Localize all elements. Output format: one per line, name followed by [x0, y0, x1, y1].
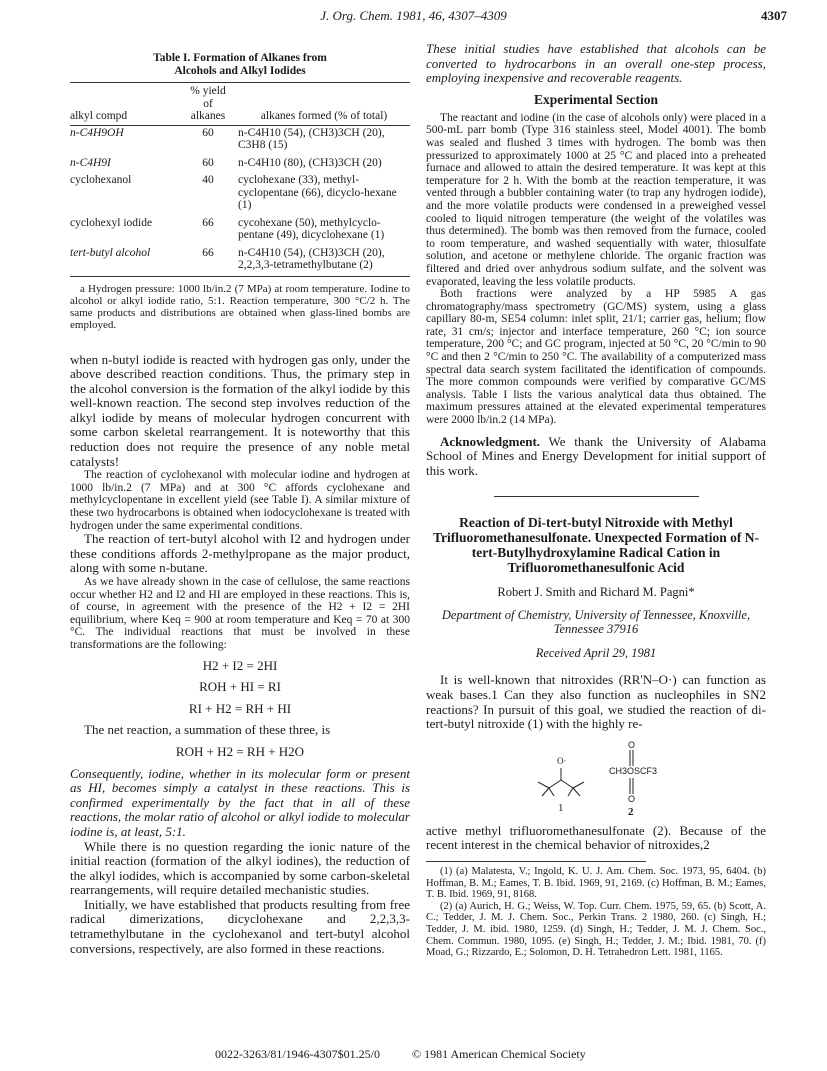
paragraph: The reaction of cyclohexanol with molecular iodine and hydrogen at 1000 lb/in.2 (7 MPa) and at 300 °C affords cyclohexane and methylcyclopentane in excellent yield (see Table I). A similar mixture of these two hydrocarbons is obtained when iodocyclohexane is treated with hydrogen under the same experimental conditions. [70, 469, 410, 532]
paragraph: As we have already shown in the case of cellulose, the same reactions occur whether H2 and I2 and HI are employed in these reactions. This is, of course, in agreement with the presence of the H2 + I2 = 2HI equilibrium, where Keq = 900 at room temperature and Keq = 70 at 300 °C. The individual reactions that must be involved in these transformations are the following: [70, 576, 410, 651]
col-header-yield: % yield of alkanes [190, 85, 226, 122]
chemical-structures [426, 738, 766, 818]
paragraph: Consequently, iodine, whether in its molecular form or present as HI, becomes simply a catalyst in these reactions. This is confirmed experimentally by the fact that in all of these reactions, the molar ratio of alcohol or alkyl iodide to molecular iodine is, at least, 5:1. [70, 765, 410, 839]
equation: ROH + HI = RI [199, 679, 281, 695]
divider [494, 496, 699, 497]
affiliation: Department of Chemistry, University of Tennessee, Knoxville, Tennessee 37916 [441, 608, 751, 637]
paragraph: It is well-known that nitroxides (RR'N–O·) can function as weak bases.1 Can they also function as nucleophiles in SN2 reactions? In pursuit of this goal, we studied the reaction of di-tert-butyl nitroxide (1) with the highly re- [426, 672, 766, 732]
running-header [0, 8, 827, 26]
alkanes-table [70, 82, 410, 277]
equation: RI + H2 = RH + HI [188, 700, 292, 716]
issn-code: 0022-3263/81/1946-4307$01.25/0 [215, 1047, 380, 1061]
article-title: Reaction of Di-tert-butyl Nitroxide with Methyl Trifluoromethanesulfonate. Unexpected Formation of N-tert-Butylhydroxylamine Radical Cation in Trifluoromethanesulfonic Acid [432, 515, 760, 576]
paragraph: The reaction of tert-butyl alcohol with I2 and hydrogen under these conditions affords 2-methylpropane as the major product, along with some n-butane. [70, 531, 410, 576]
table-header [70, 83, 410, 126]
equation: H2 + I2 = 2HI [202, 657, 278, 673]
paragraph: The net reaction, a summation of these three, is [84, 722, 331, 738]
paragraph: Initially, we have established that products resulting from free radical dimerizations, dicyclohexane and 2,2,3,3-tetramethylbutane in the cyclohexanol and tert-butyl alcohol conversions, respectively, are also formed in these reactions. [70, 896, 410, 956]
received-date: Received April 29, 1981 [535, 646, 657, 661]
svg-text:O·: O· [557, 755, 567, 766]
section-heading: Experimental Section [533, 91, 659, 107]
table-footnote: a Hydrogen pressure: 1000 lb/in.2 (7 MPa) at room temperature. Iodine to alcohol or alkyl iodide ratio, 5:1. Reaction temperature, 300 °C/2 h. The same products and distributions are obtained when glass-lined bombs are employed. [70, 282, 410, 331]
structure-2-oxygen-top: O [628, 739, 636, 750]
structure-1-label: 1 [558, 801, 564, 814]
table-row: cyclohexyl iodide 66 cycohexane (50), methylcyclo-pentane (49), dicyclohexane (1) [70, 216, 385, 241]
structure-1-drawing [426, 738, 766, 818]
reference: (1) (a) Malatesta, V.; Ingold, K. U. J. Am. Chem. Soc. 1973, 95, 6404. (b) Hoffman, B. M.; Eames, T. B. Ibid. 1969, 91, 2169. (c) Hoffman, B. M.; Eames, T. B. Ibid. 1969, 91, 8168. [426, 865, 766, 901]
paragraph: Both fractions were analyzed by a HP 5985 A gas chromatography/mass spectrometry (GC/MS) system, using a glass capillary 80-m, SE54 column: inlet split, 21/1; carrier gas, helium; flow rate, 31 cm/s; injector and interface temperature, 260 °C; ion source temperature, 200 °C; and GC program, injected at 50 °C, 20 °C/min to 90 °C and then 2 °C/min to 250 °C. The availability of a computerized mass spectral data search system facilitated the identification of compounds. The more common compounds were verified by comparative GC/MS analysis. Table I lists the various analytical data thus obtained. The maximum pressures attained at the elevated experimental temperatures were 2000 lb/in.2 (14 MPa). [426, 288, 766, 427]
references [426, 866, 766, 959]
left-column [70, 42, 410, 956]
conclusion-paragraph: These initial studies have established that alcohols can be converted to hydrocarbons in an overall one-step process, employing inexpensive and recoverable reagents. [426, 41, 766, 86]
table-row: n-C4H9I 60 n-C4H10 (80), (CH3)3CH (20) [70, 156, 382, 169]
table-row: tert-butyl alcohol 66 n-C4H10 (54), (CH3)3CH (20), 2,2,3,3-tetramethylbutane (2) [70, 246, 385, 271]
structure-2-oxygen-bottom: O [628, 793, 636, 804]
paragraph: when n-butyl iodide is reacted with hydrogen gas only, under the above described reaction conditions. Thus, the primary step in the alcohol conversion is the formation of the alkyl iodide by this well-known reaction. The second step involves reduction of the alkyl iodide by means of molecular hydrogen concurrent with some carbon skeletal rearrangement. It is noteworthy that this reduction does not require the presence of any noble metal catalysts! [70, 351, 410, 469]
copyright: © 1981 American Chemical Society [412, 1047, 586, 1061]
table-title: Table I. Formation of Alkanes from Alcohols and Alkyl Iodides [153, 52, 327, 77]
structure-2-label: 2 [628, 805, 634, 818]
journal-citation: J. Org. Chem. 1981, 46, 4307–4309 [320, 8, 507, 23]
reference: (2) (a) Aurich, H. G.; Weiss, W. Top. Curr. Chem. 1975, 59, 65. (b) Scott, A. C.; Tedder, J. M. J. Chem. Soc., Perkin Trans. 2 1980, 260. (c) Singh, H.; Tedder, J. M. ibid. 1980, 1259. (d) Singh, H.; Tedder, J. M. J. Chem. Soc., Chem. Commun. 1980, 1095. (e) Singh, H.; Tedder, J. M.; Ibid. 1981, 70. (f) Moad, G.; Rizzardo, E.; Solomon, D. H. Tetrahedron Lett. 1981, 1165. [426, 900, 766, 959]
left-body-text [70, 353, 410, 957]
structure-2-formula: CH3OSCF3 [609, 765, 658, 776]
acknowledgment: Acknowledgment. We thank the University of Alabama School of Mines and Energy Development for initial support of this work. [426, 433, 766, 478]
table-row: cyclohexanol 40 cyclohexane (33), methyl-cyclopentane (66), dicyclo-hexane (1) [70, 174, 397, 211]
paragraph: While there is no question regarding the ionic nature of the initial reaction (formation of the alkyl iodines), the reduction of the alkyl iodides, which is accompanied by some carbon-skeletal rearrangements, will require detailed mechanistic studies. [70, 838, 410, 898]
ack-label: Acknowledgment. [440, 433, 541, 449]
equation: ROH + H2 = RH + H2O [175, 743, 305, 759]
authors: Robert J. Smith and Richard M. Pagni* [497, 585, 695, 600]
paragraph: active methyl trifluoromethanesulfonate (2). Because of the recent interest in the chemical behavior of nitroxides,2 [426, 822, 766, 853]
col-header-compound: alkyl compd [70, 110, 128, 122]
right-column [426, 42, 766, 959]
col-header-alkanes: alkanes formed (% of total) [260, 110, 388, 122]
table-row: n-C4H9OH 60 n-C4H10 (54), (CH3)3CH (20), C3H8 (15) [70, 126, 385, 151]
page-number: 4307 [761, 8, 787, 23]
paragraph: The reactant and iodine (in the case of alcohols only) were placed in a 500-mL parr bomb (Type 316 stainless steel, Model 4001). The bomb was sealed and flushed 3 times with hydrogen. The bomb was then pressurized to approximately 1000 at 25 °C and placed into a preheated furnace and allowed to attain the desired temperature. It was kept at this temperature for 2 h. With the bomb at the reaction temperature, it was vented through a bubbler containing water (to trap any hydrogen iodide), and the more volatile products were condensed in a preweighed vessel cooled to liquid nitrogen temperature (the weight of the volatiles was thus determined). The bomb was then removed from the furnace, cooled to room temperature, and washed sequentially with water, thiosulfate solution, and acetone or methylene chloride. The organic fraction was filtered and dried over anhydrous sodium sulfate, and the solvent was evaporated, leaving the less volatile products. [426, 111, 766, 288]
